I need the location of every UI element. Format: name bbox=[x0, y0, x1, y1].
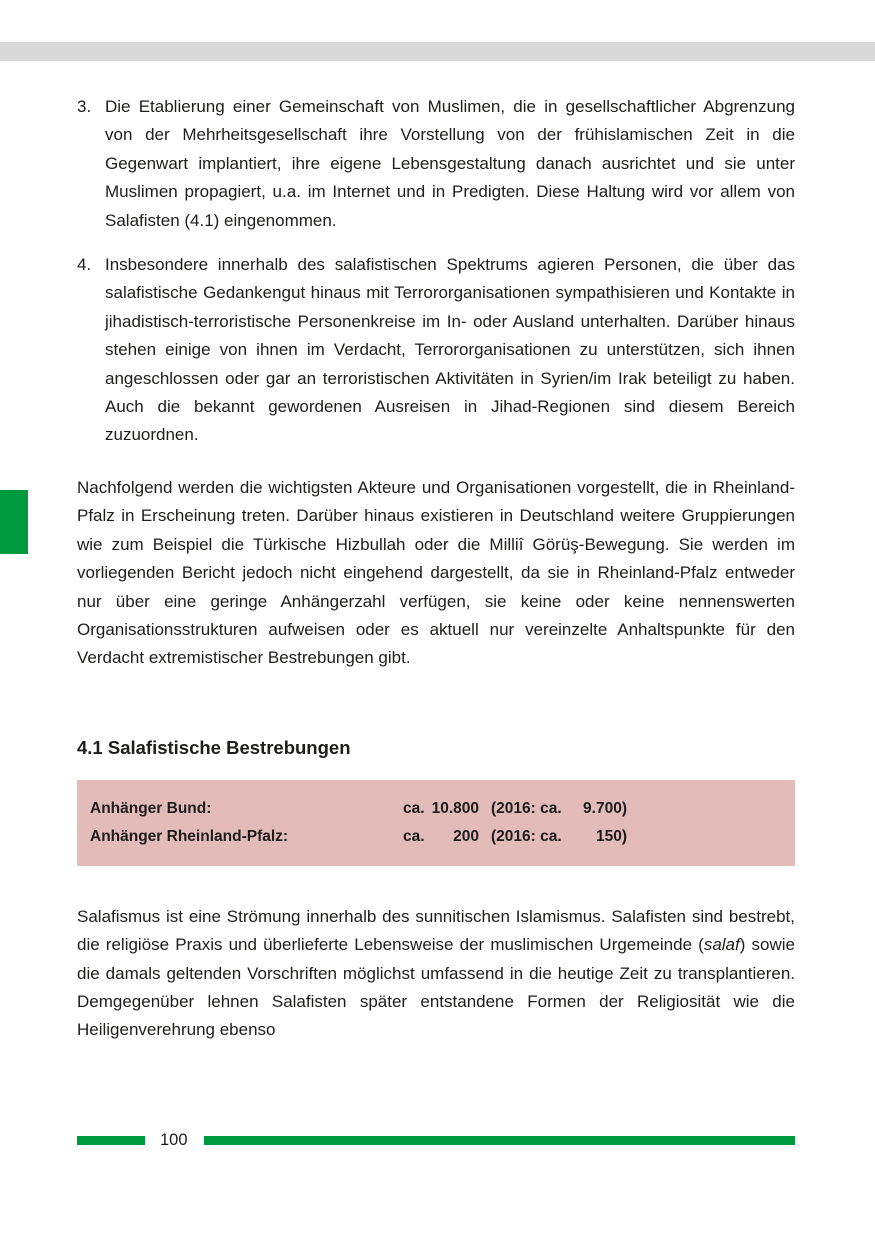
stats-box bbox=[77, 780, 795, 866]
list-item-number: 4. bbox=[77, 255, 92, 275]
stats-value-prefix: ca. bbox=[403, 799, 425, 817]
page-footer bbox=[77, 1131, 795, 1150]
top-decorative-bar bbox=[0, 42, 875, 61]
stats-value bbox=[403, 795, 479, 823]
stats-row bbox=[90, 795, 782, 823]
stats-value bbox=[403, 823, 479, 851]
list-item bbox=[77, 93, 795, 235]
footer-bar-right bbox=[204, 1136, 795, 1145]
stats-prev-number: 150) bbox=[595, 827, 627, 845]
list-item-text: Insbesondere innerhalb des salafistischen Spektrums agieren Personen, die über das salafistische Gedankengut hinaus mit Terrororganisationen sympathisieren und Kontakte in jihadistisch-terroristische Personenkreise im In- oder Ausland unterhalten. Darüber hinaus stehen einige von ihnen im Verdacht, Terrororganisationen zu unterstützen, sich ihnen angeschlossen oder gar an terroristischen Aktivitäten in Syrien/im Irak beteiligt zu haben. Auch die bekannt gewordenen Ausreisen in Jihad-Regionen sind diesem Bereich zuzuordnen. bbox=[105, 255, 795, 445]
stats-label: Anhänger Bund: bbox=[90, 799, 212, 817]
section-heading: 4.1 Salafistische Bestrebungen bbox=[77, 736, 351, 758]
page-content bbox=[77, 93, 795, 1045]
body-text-part2: ) sowie die damals geltenden Vorschriften möglichst umfassend in die heutige Zeit zu transplantieren. Demgegenüber lehnen Salafisten später entstandene Formen der Religiosität wie die Heiligenverehrung ebenso bbox=[77, 935, 795, 1040]
body-text-italic-term: salaf bbox=[703, 935, 740, 955]
stats-row bbox=[90, 823, 782, 851]
list-item-text: Die Etablierung einer Gemeinschaft von Muslimen, die in gesellschaftlicher Abgrenzung von der Mehrheitsgesellschaft ihre Vorstellung von der frühislamischen Zeit in die Gegenwart implantiert, ihre eigene Lebensgestaltung danach ausrichtet und sie unter Muslimen propagiert, u.a. im Internet und in Predigten. Diese Haltung wird vor allem von Salafisten (4.1) eingenommen. bbox=[105, 97, 795, 230]
stats-value-number: 200 bbox=[453, 827, 479, 845]
stats-prev-number: 9.700) bbox=[583, 799, 627, 817]
body-text-part1: Salafismus ist eine Strömung innerhalb des sunnitischen Islamismus. Salafisten sind bestrebt, die religiöse Praxis und überlieferte Lebensweise der muslimischen Urgemeinde ( bbox=[77, 906, 795, 955]
intro-paragraph: Nachfolgend werden die wichtigsten Akteure und Organisationen vorgestellt, die in Rheinland-Pfalz in Erscheinung treten. Darüber hinaus existieren in Deutschland weitere Gruppierungen wie zum Beispiel die Türkische Hizbullah oder die Milliî Görüş-Bewegung. Sie werden im vorliegenden Bericht jedoch nicht eingehend dargestellt, da sie in Rheinland-Pfalz entweder nur über eine geringe Anhängerzahl verfügen, sie keine oder keine nennenswerten Organisationsstrukturen aufweisen oder es aktuell nur vereinzelte Anhaltspunkte für den Verdacht extremistischer Bestrebungen gibt. bbox=[77, 477, 795, 668]
stats-label: Anhänger Rheinland-Pfalz: bbox=[90, 827, 289, 845]
numbered-list bbox=[77, 93, 795, 450]
stats-value-prefix: ca. bbox=[403, 827, 425, 845]
footer-bar-left bbox=[77, 1136, 145, 1145]
list-item-number: 3. bbox=[77, 97, 92, 116]
stats-prev-prefix: (2016: ca. bbox=[491, 799, 562, 817]
list-item bbox=[77, 251, 795, 450]
stats-previous-year bbox=[491, 795, 627, 823]
stats-previous-year bbox=[491, 823, 627, 851]
stats-prev-prefix: (2016: ca. bbox=[491, 827, 562, 845]
page-number: 100 bbox=[160, 1131, 188, 1149]
stats-value-number: 10.800 bbox=[431, 799, 479, 817]
section-edge-marker bbox=[0, 490, 28, 554]
body-paragraph bbox=[77, 903, 795, 1045]
